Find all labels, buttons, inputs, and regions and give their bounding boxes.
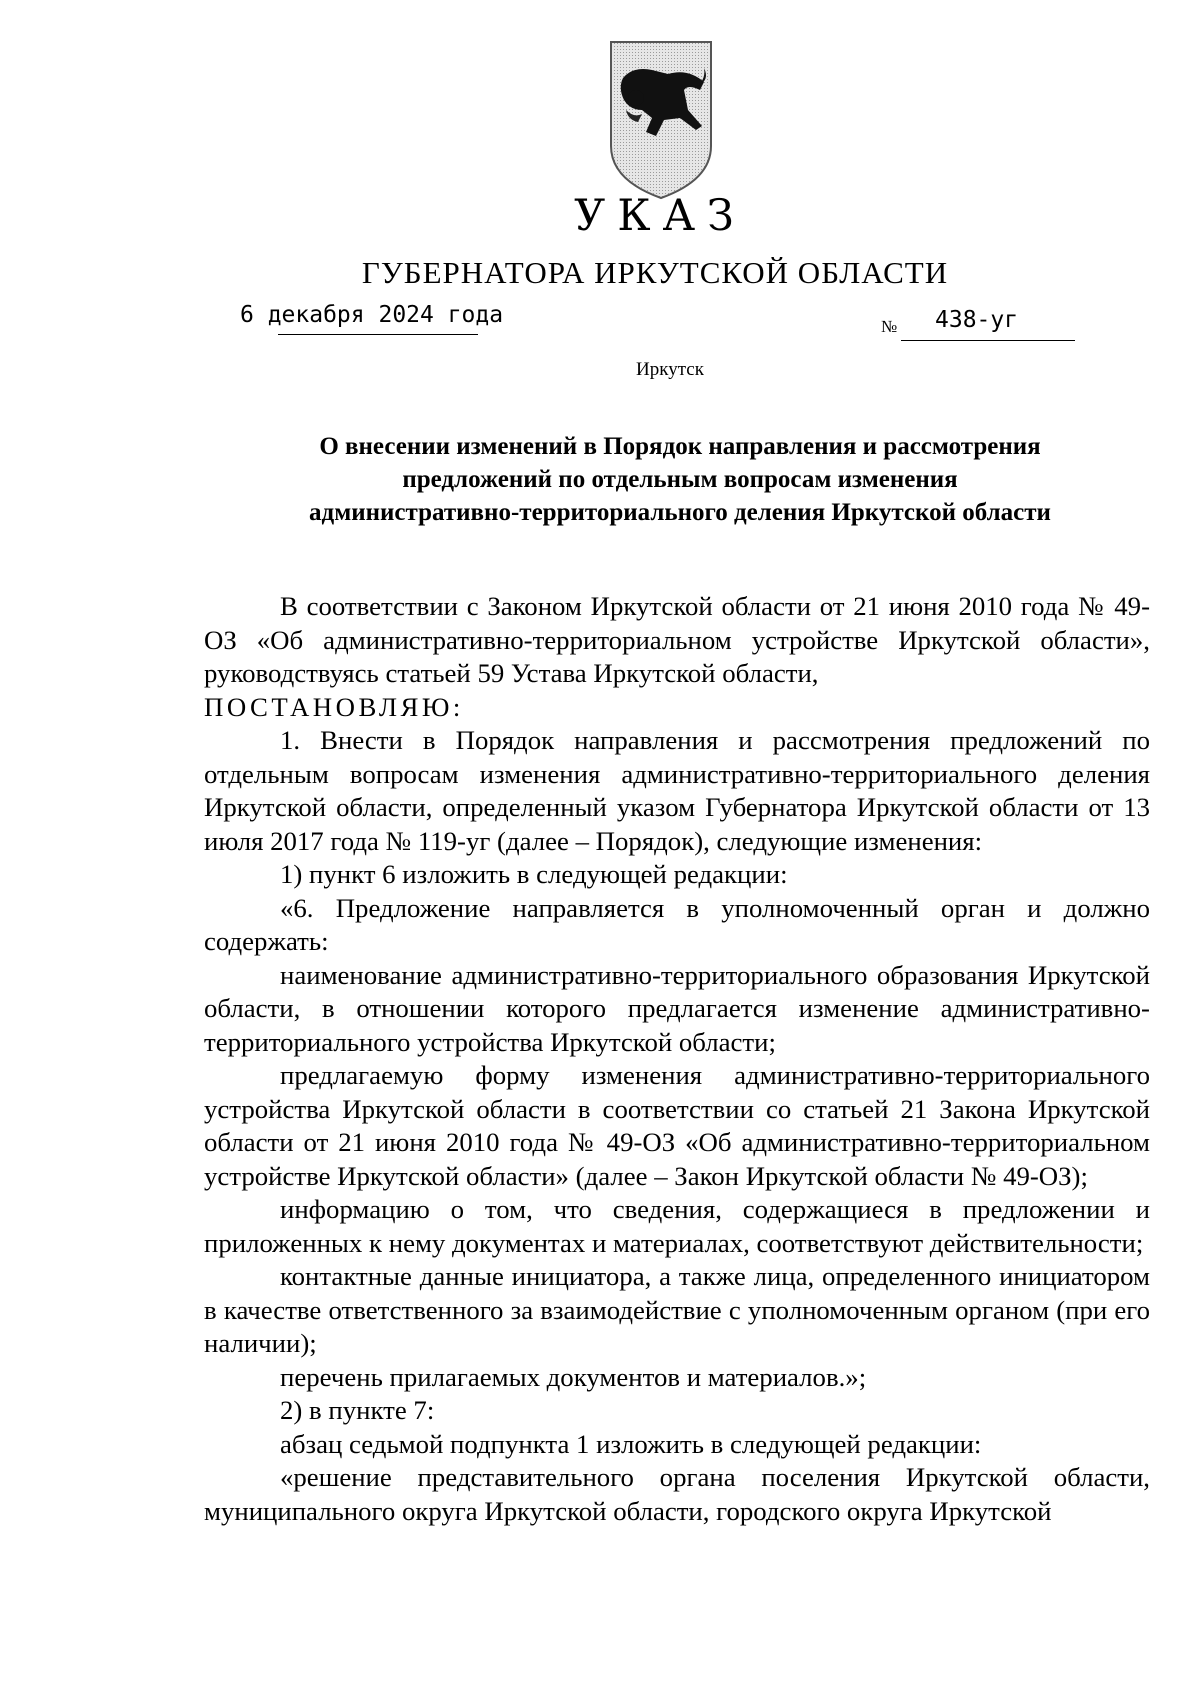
body-paragraph: «6. Предложение направляется в уполномоченный орган и должно содержать: xyxy=(204,892,1150,956)
body-paragraph: информацию о том, что сведения, содержащиеся в предложении и приложенных к нему документах и материалах, соответствуют действительности; xyxy=(204,1194,1150,1258)
body-paragraph: наименование административно-территориального образования Иркутской области, в отношении которого предлагается изменение административно-территориального устройства Иркутской области; xyxy=(204,959,1150,1057)
body-paragraph: предлагаемую форму изменения административно-территориального устройства Иркутской области в соответствии со статьей 21 Закона Иркутской области от 21 июня 2010 года № 49-ОЗ «Об административно-территориальном устройстве Иркутской области» (далее – Закон Иркутской области № 49-ОЗ); xyxy=(204,1060,1150,1191)
irkutsk-coat-of-arms-icon xyxy=(608,40,714,200)
body-paragraph: 1) пункт 6 изложить в следующей редакции: xyxy=(280,859,788,889)
heading-line: О внесении изменений в Порядок направления и рассмотрения xyxy=(319,433,1041,460)
heading-line: предложений по отдельным вопросам изменения xyxy=(402,466,958,493)
number-underline xyxy=(901,340,1075,341)
body-paragraph: 2) в пункте 7: xyxy=(280,1395,435,1425)
number-sign: № xyxy=(881,317,898,336)
body-paragraph: перечень прилагаемых документов и материалов.»; xyxy=(280,1361,867,1392)
body-paragraph: контактные данные инициатора, а также лица, определенного инициатором в качестве ответственного за взаимодействие с уполномоченным органом (при его наличии); xyxy=(204,1261,1150,1358)
body-paragraph: «решение представительного органа поселения Иркутской области, муниципального округа Иркутской области, городского округа Иркутской xyxy=(204,1462,1150,1526)
body-paragraph: В соответствии с Законом Иркутской области от 21 июня 2010 года № 49-ОЗ «Об административно-территориальном устройстве Иркутской области», руководствуясь статьей 59 Устава Иркутской области, xyxy=(204,591,1150,688)
date-underline xyxy=(278,334,478,335)
decree-keyword: ПОСТАНОВЛЯЮ: xyxy=(204,691,464,722)
document-city: Иркутск xyxy=(636,359,704,380)
body-paragraph: 1. Внести в Порядок направления и рассмотрения предложений по отдельным вопросам изменения административно-территориального деления Иркутской области, определенный указом Губернатора Иркутской области от 13 июля 2017 года № 119-уг (далее – Порядок), следующие изменения: xyxy=(204,725,1150,856)
document-number: 438-уг xyxy=(935,307,1019,333)
document-body xyxy=(204,590,1150,1528)
document-heading xyxy=(240,430,1120,529)
document-subtitle: ГУБЕРНАТОРА ИРКУТСКОЙ ОБЛАСТИ xyxy=(361,255,949,290)
document-title: УКАЗ xyxy=(574,191,746,241)
heading-line: административно-территориального деления Иркутской области xyxy=(309,499,1051,526)
document-date: 6 декабря 2024 года xyxy=(240,302,504,328)
body-paragraph: абзац седьмой подпункта 1 изложить в следующей редакции: xyxy=(280,1428,982,1459)
